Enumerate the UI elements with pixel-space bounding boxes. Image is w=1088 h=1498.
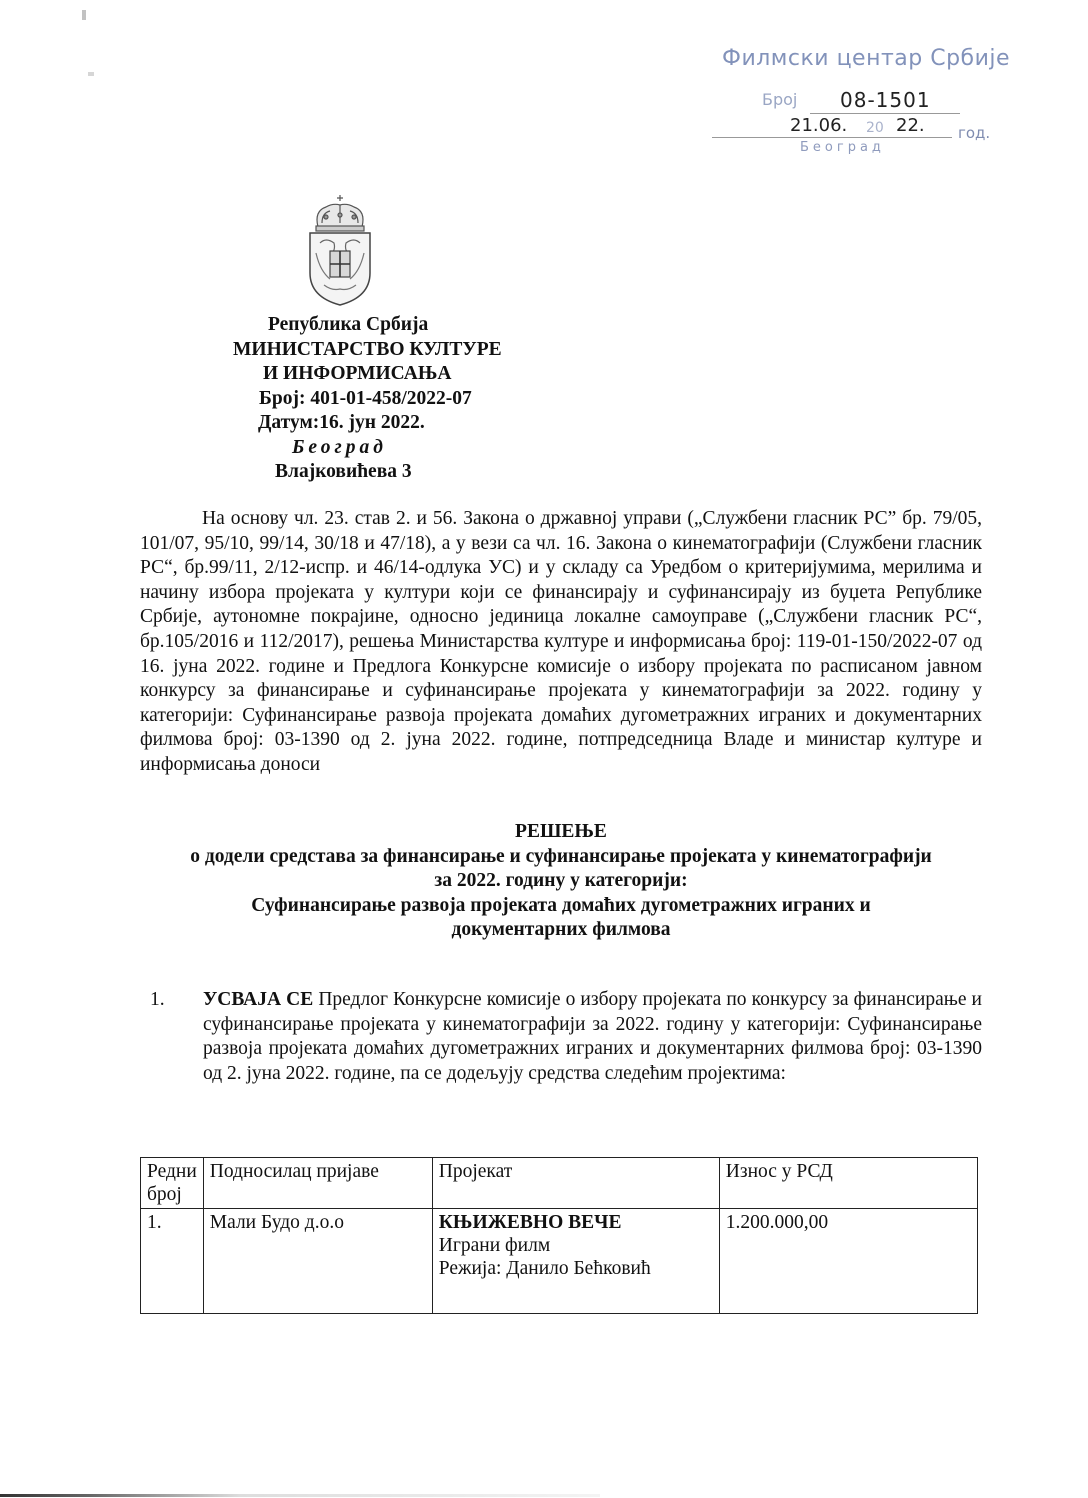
ministry-name-line1: МИНИСТАРСТВО КУЛТУРЕ [233, 338, 502, 360]
decision-item [150, 988, 982, 1086]
item-number: 1. [150, 989, 165, 1010]
cell-project [432, 1209, 719, 1314]
table-header-row [141, 1158, 978, 1209]
document-city: Београд [292, 436, 387, 458]
cell-ordinal: 1. [141, 1209, 204, 1314]
ministry-address: Влајковићева 3 [275, 461, 412, 482]
decision-title: РЕШЕЊЕ [515, 821, 607, 842]
stamp-number-label: Број [762, 90, 798, 109]
stamp-underline [712, 137, 952, 138]
cell-amount: 1.200.000,00 [719, 1209, 977, 1314]
preamble-text: На основу чл. 23. став 2. и 56. Закона о државној управи („Службени гласник РС” бр. 79/05, 101/07, 95/10, 99/14, 30/18 и 47/18), а у вези са чл. 16. Закона о кинематографији (Службени гласник РС“, бр.99/11, 2/12-испр. и 46/14-одлука УС) и у складу са Уредбом о критеријумима, мерилима и начину избора пројеката у култури који се финансирају и суфинансирају из буџета Републике Србије, аутономне покрајине, односно јединица локалне самоуправе („Службени гласник РС“, бр.105/2016 и 112/2017), решења Министарства културе и информисања број: 119-01-150/2022-07 од 16. јуна 2022. године и Предлога Конкурсне комисије о избору пројеката по расписаном јавном конкурсу за финансирање и суфинансирање пројеката у кинематографији за 2022. годину у категорији: Суфинансирање развоја пројеката домаћих дугометражних играних и документарних филмова број: 03-1390 од 2. јуна 2022. године, потпредседница Владе и министар културе и информисања доноси [140, 508, 982, 775]
cell-applicant: Мали Будо д.о.о [203, 1209, 432, 1314]
preamble-paragraph [140, 507, 982, 778]
header-project: Пројекат [432, 1158, 719, 1209]
table-row [141, 1209, 978, 1314]
allocation-table [140, 1157, 978, 1314]
ministry-header [225, 313, 525, 485]
stamp-underline [810, 113, 960, 114]
decision-title-block [140, 820, 982, 943]
ministry-name-line2: И ИНФОРМИСАЊА [263, 363, 452, 384]
project-director: Режија: Данило Бећковић [438, 1258, 651, 1279]
scan-artifact [82, 10, 86, 20]
project-type: Играни филм [438, 1235, 551, 1256]
coat-of-arms-icon [300, 193, 380, 308]
decision-subtitle-line2: за 2022. годину у категорији: [434, 870, 688, 891]
decision-subtitle-line1: о додели средстава за финансирање и суфинансирање пројеката у кинематографији [190, 845, 932, 867]
header-ordinal: Редни број [141, 1158, 204, 1209]
scan-artifact [88, 72, 94, 76]
document-date: Датум:16. јун 2022. [258, 412, 425, 433]
registry-stamp [700, 40, 1030, 160]
stamp-date: 21.06. [790, 115, 848, 136]
header-amount: Износ у РСД [719, 1158, 977, 1209]
scan-edge [0, 1494, 600, 1497]
stamp-institution: Филмски центар Србије [722, 46, 1011, 71]
stamp-year: 22. [896, 115, 925, 136]
decision-subtitle-line4: документарних филмова [451, 919, 671, 940]
stamp-year-prefix: 20 [866, 120, 884, 136]
decision-subtitle-line3: Суфинансирање развоја пројеката домаћих дугометражних играних и [251, 894, 871, 916]
document-number: Број: 401-01-458/2022-07 [259, 387, 472, 409]
item-bold-lead: УСВАЈА СЕ [203, 989, 314, 1010]
project-title: КЊИЖЕВНО ВЕЧЕ [438, 1212, 622, 1233]
stamp-number: 08-1501 [840, 88, 931, 112]
stamp-year-suffix: год. [958, 124, 991, 142]
stamp-city: Београд [800, 140, 885, 155]
header-applicant: Подносилац пријаве [203, 1158, 432, 1209]
item-text: Предлог Конкурсне комисије о избору пројеката по конкурсу за финансирање и суфинансирање пројеката у кинематографији за 2022. годину у категорији: Суфинансирање развоја пројеката домаћих дугометражних играних и документарних филмова број: 03-1390 од 2. јуна 2022. године, па се додељују средства следећим пројектима: [203, 989, 982, 1084]
item-body [203, 988, 982, 1086]
country-name: Република Србија [268, 314, 429, 335]
